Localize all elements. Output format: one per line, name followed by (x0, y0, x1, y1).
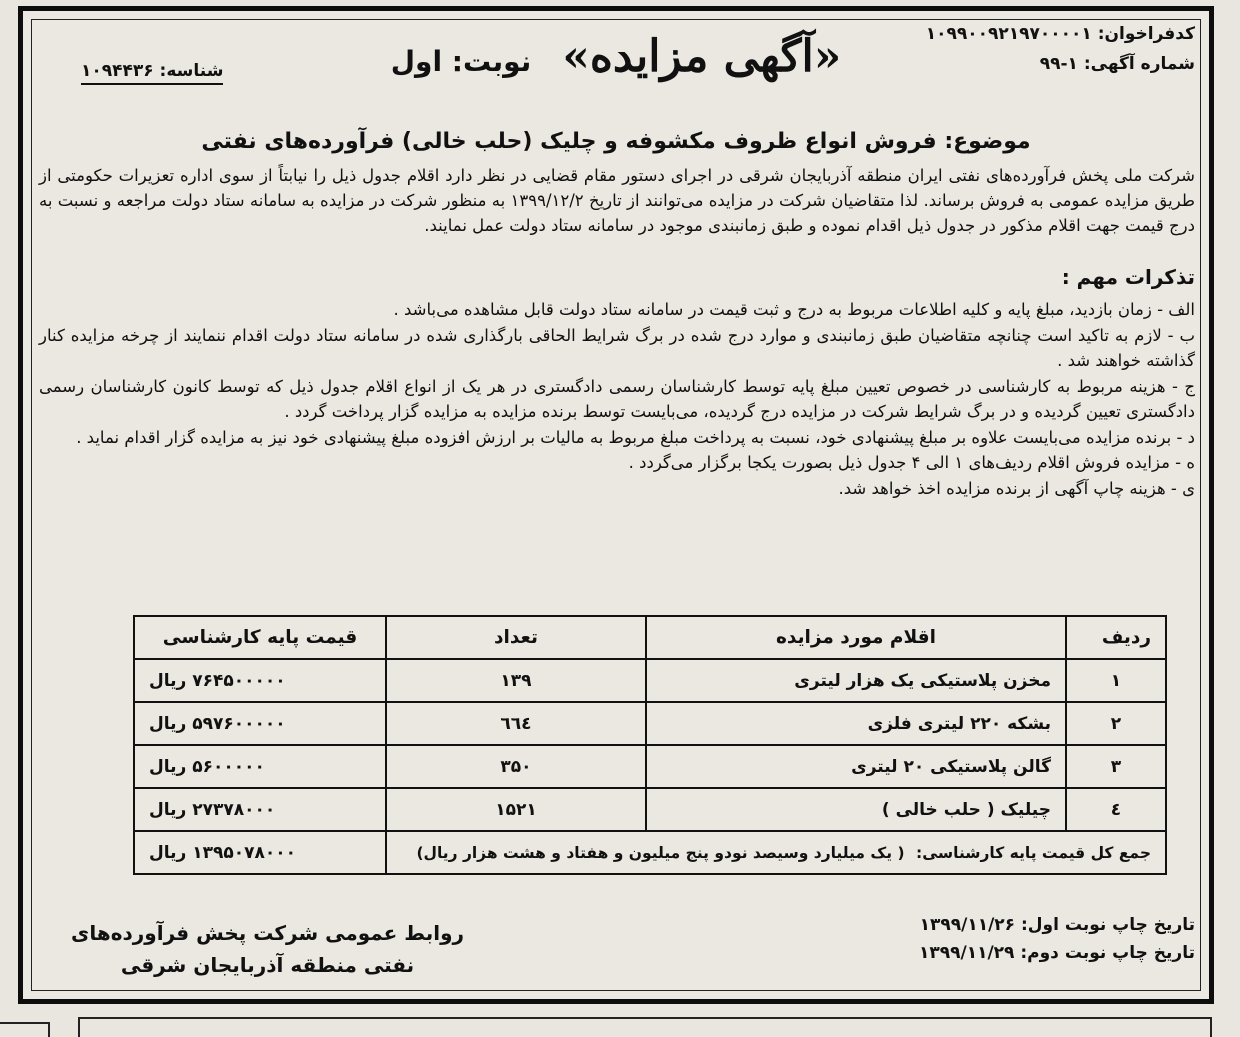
tender-code: کدفراخوان: ۱۰۹۹۰۰۹۲۱۹۷۰۰۰۰۱ (925, 24, 1195, 44)
first-print-date: تاریخ چاپ نوبت اول: ۱۳۹۹/۱۱/۲۶ (919, 915, 1195, 935)
print-dates (919, 911, 1195, 967)
note-item: ی - هزینه چاپ آگهی از برنده مزایده اخذ خواهد شد. (838, 478, 1195, 498)
adjacent-ad-border (0, 1022, 50, 1037)
row-number: ٤ (1066, 788, 1166, 831)
total-label: جمع کل قیمت پایه کارشناسی: (916, 843, 1151, 862)
row-quantity: ۱۳۹ (386, 659, 646, 702)
signature-line-1: روابط عمومی شرکت پخش فرآورده‌های (71, 921, 465, 945)
row-number: ۲ (1066, 702, 1166, 745)
row-item: مخزن پلاستیکی یک هزار لیتری (646, 659, 1066, 702)
note-item: د - برنده مزایده می‌بایست علاوه بر مبلغ پیشنهادی خود، نسبت به پرداخت مبلغ مربوط به مالیات بر ارزش افزوده مبلغ پیشنهادی خود نیز به مزایده گزار اقدام نماید . (76, 427, 1195, 447)
header-row-number: ردیف (1066, 616, 1166, 659)
total-label-cell (386, 831, 1166, 874)
signature-block (71, 917, 464, 981)
row-item: چیلیک ( حلب خالی ) (646, 788, 1066, 831)
advertisement-frame (18, 6, 1214, 1004)
header-item: اقلام مورد مزایده (646, 616, 1066, 659)
row-quantity: ٦٦٤ (386, 702, 646, 745)
subject-heading: موضوع: فروش انواع ظروف مکشوفه و چلیک (حلب خالی) فرآورده‌های نفتی (201, 129, 1031, 154)
row-quantity: ۱۵۲۱ (386, 788, 646, 831)
row-number: ۳ (1066, 745, 1166, 788)
next-ad-border (78, 1017, 1212, 1037)
row-price: ۵۶۰۰۰۰۰ ریال (134, 745, 386, 788)
row-price: ۷۶۴۵۰۰۰۰۰ ریال (134, 659, 386, 702)
table-row (134, 788, 1166, 831)
total-value: ۱۳۹۵۰۷۸۰۰۰ ریال (134, 831, 386, 874)
row-price: ۲۷۳۷۸۰۰۰ ریال (134, 788, 386, 831)
header-base-price: قیمت پایه کارشناسی (134, 616, 386, 659)
ad-turn: نوبت: اول (390, 45, 532, 78)
note-item: ج - هزینه مربوط به کارشناسی در خصوص تعیین مبلغ پایه توسط کارشناسان رسمی دادگستری در هر یک از انواع اقلام جدول ذیل که توسط کانون کارشناسان رسمی دادگستری تعیین گردیده و در برگ شرایط شرکت در مزایده درج گردیده، می‌بایست توسط برنده مزایده به مزایده گزار پرداخت گردد . (39, 376, 1195, 421)
total-in-words: ( یک میلیارد وسیصد نودو پنج میلیون و هفتاد و هشت هزار ریال) (416, 843, 905, 862)
notes-heading: تذکرات مهم : (1061, 265, 1195, 289)
note-item: ه - مزایده فروش اقلام ردیف‌های ۱ الی ۴ جدول ذیل بصورت یکجا برگزار می‌گردد . (628, 453, 1195, 472)
second-print-date: تاریخ چاپ نوبت دوم: ۱۳۹۹/۱۱/۲۹ (919, 943, 1195, 963)
row-number: ۱ (1066, 659, 1166, 702)
intro-paragraph: شرکت ملی پخش فرآورده‌های نفتی ایران منطقه آذربایجان شرقی در اجرای دستور مقام قضایی در نظر دارد اقلام جدول ذیل را نیابتاً از سوی اداره تعزیرات حکومتی از طریق مزایده عمومی به فروش برساند. لذا متقاضیان شرکت در مزایده می‌توانند از تاریخ ۱۳۹۹/۱۲/۲ به منظور شرکت در مزایده به سامانه ستاد دولت مراجعه و نسبت به درج قیمت جهت اقلام مذکور در جدول ذیل اقدام نموده و طبق زمانبندی موجود در سامانه ستاد دولت عمل نمایند. (39, 166, 1195, 235)
row-item: گالن پلاستیکی ۲۰ لیتری (646, 745, 1066, 788)
items-table (133, 615, 1167, 875)
notes-list (39, 297, 1195, 501)
ad-number: شماره آگهی: ۱-۹۹ (1039, 54, 1195, 74)
table-row (134, 659, 1166, 702)
header-quantity: تعداد (386, 616, 646, 659)
row-price: ۵۹۷۶۰۰۰۰۰ ریال (134, 702, 386, 745)
table-row (134, 702, 1166, 745)
ad-title: «آگهی مزایده» (562, 31, 842, 82)
table-header-row (134, 616, 1166, 659)
note-item: ب - لازم به تاکید است چنانچه متقاضیان طبق زمانبندی و موارد درج شده در برگ شرایط الحاقی بارگذاری شده در سامانه ستاد دولت اقدام ننمایند از چرخه مزایده کنار گذاشته خواهند شد . (39, 325, 1195, 370)
row-item: بشکه ۲۲۰ لیتری فلزی (646, 702, 1066, 745)
table-total-row (134, 831, 1166, 874)
id-number: شناسه: ۱۰۹۴۴۳۶ (81, 61, 223, 85)
row-quantity: ۳۵۰ (386, 745, 646, 788)
signature-line-2: نفتی منطقه آذربایجان شرقی (120, 953, 415, 977)
table-row (134, 745, 1166, 788)
note-item: الف - زمان بازدید، مبلغ پایه و کلیه اطلاعات مربوط به درج و ثبت قیمت در سامانه ستاد دولت قابل مشاهده می‌باشد . (393, 300, 1195, 319)
